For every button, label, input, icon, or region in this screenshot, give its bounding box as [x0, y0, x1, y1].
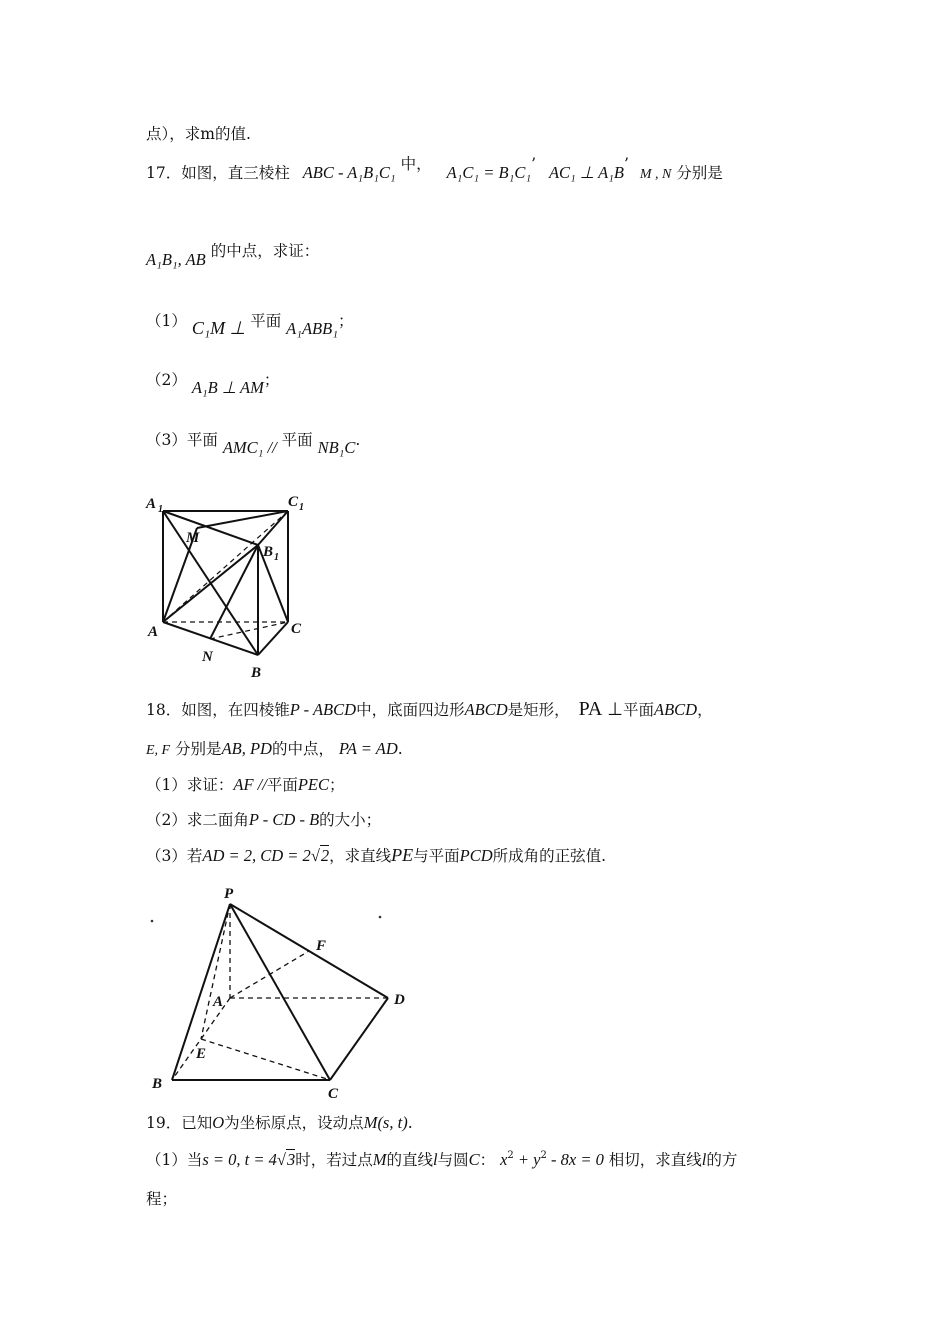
label-E: E — [196, 1046, 207, 1062]
label-B1-sub: 1 — [274, 552, 279, 563]
question-18-stem: 18．如图，在四棱锥P - ABCD中，底面四边形ABCD是矩形， PA ⊥平面ABCD， — [146, 698, 713, 720]
pyramid-figure — [140, 880, 420, 1100]
label-B: B — [251, 665, 262, 681]
question-19-part1-cont: 程； — [146, 1190, 178, 1208]
question-19-stem: 19．已知O为坐标原点，设动点M(s, t). — [146, 1113, 413, 1132]
question-18-stem-cont: E, F 分别是AB, PD的中点， PA = AD. — [146, 739, 403, 758]
label-D: D — [394, 992, 405, 1008]
question-17-stem: 17．如图，直三棱柱 ABC - A₁B₁C₁ 中， A₁C₁ = B₁C₁’ AC₁ ⊥ A₁B’ M , N 分别是 — [146, 155, 723, 182]
label-F: F — [316, 938, 327, 954]
label-M: M — [186, 530, 200, 546]
question-17-stem-cont: A₁B₁, AB 的中点，求证： — [146, 242, 320, 269]
label-A: A — [213, 994, 224, 1010]
label-C1: C — [288, 494, 299, 510]
question-19-part1: （1）当s = 0, t = 4√3时，若过点M的直线l与圆C： $x^2 + y^2 - 8x = 0$ 相切，求直线l的方 — [146, 1150, 738, 1169]
question-18-part1: （1）求证：AF //平面PEC； — [146, 775, 345, 794]
question-17-part3: （3）平面 AMC₁ // 平面 NB₁C. — [146, 431, 361, 457]
question-18-part3: （3）若AD = 2, CD = 2√2，求直线PE与平面PCD所成角的正弦值. — [146, 845, 607, 865]
question-17-part2: （2） A₁B ⊥ AM； — [146, 371, 280, 397]
label-C1-sub: 1 — [299, 502, 304, 513]
label-N: N — [202, 649, 213, 665]
question-18-part2: （2）求二面角P - CD - B的大小； — [146, 810, 382, 829]
label-A1: A — [146, 496, 157, 512]
label-A1-sub: 1 — [158, 504, 163, 515]
label-B: B — [152, 1076, 163, 1092]
label-P: P — [224, 886, 234, 902]
prism-figure — [140, 488, 330, 683]
text-line: 点），求m的值. — [146, 125, 251, 143]
label-A: A — [148, 624, 159, 640]
label-C: C — [291, 621, 302, 637]
label-C: C — [328, 1086, 339, 1100]
question-17-part1: （1） C₁M ⊥ 平面 A₁ABB₁； — [146, 312, 354, 338]
label-B1: B — [263, 544, 274, 560]
